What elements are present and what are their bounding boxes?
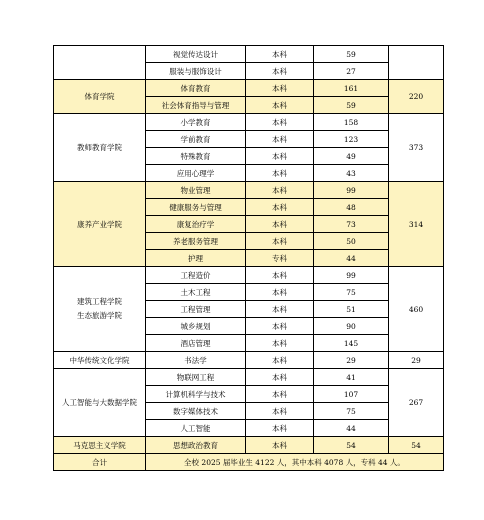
college-cell: 中华传统文化学院 (54, 352, 146, 369)
count-cell: 29 (314, 352, 389, 369)
college-total-cell: 373 (389, 114, 444, 182)
table-row (54, 369, 444, 386)
total-row (54, 454, 444, 471)
count-cell: 73 (314, 216, 389, 233)
college-cell: 人工智能与大数据学院 (54, 369, 146, 437)
major-cell: 社会体育指导与管理 (146, 97, 246, 114)
table-row (54, 46, 444, 63)
count-cell: 51 (314, 301, 389, 318)
major-cell: 工程管理 (146, 301, 246, 318)
count-cell: 59 (314, 97, 389, 114)
college-total-cell: 29 (389, 352, 444, 369)
level-cell: 本科 (246, 369, 314, 386)
major-cell: 物业管理 (146, 182, 246, 199)
count-cell: 48 (314, 199, 389, 216)
level-cell: 本科 (246, 284, 314, 301)
count-cell: 145 (314, 335, 389, 352)
major-cell: 酒店管理 (146, 335, 246, 352)
major-cell: 体育教育 (146, 80, 246, 97)
count-cell: 99 (314, 182, 389, 199)
level-cell: 本科 (246, 301, 314, 318)
major-cell: 护理 (146, 250, 246, 267)
college-cell: 体育学院 (54, 80, 146, 114)
total-label: 合计 (54, 454, 146, 471)
major-cell: 特殊教育 (146, 148, 246, 165)
level-cell: 本科 (246, 148, 314, 165)
level-cell: 本科 (246, 335, 314, 352)
major-cell: 思想政治教育 (146, 437, 246, 454)
table-row (54, 80, 444, 97)
college-total-cell: 220 (389, 80, 444, 114)
level-cell: 专科 (246, 250, 314, 267)
major-cell: 视觉传达设计 (146, 46, 246, 63)
count-cell: 50 (314, 233, 389, 250)
major-cell: 小学教育 (146, 114, 246, 131)
level-cell: 本科 (246, 199, 314, 216)
level-cell: 本科 (246, 267, 314, 284)
count-cell: 44 (314, 250, 389, 267)
major-cell: 计算机科学与技术 (146, 386, 246, 403)
college-total-cell: 314 (389, 182, 444, 267)
college-cell (54, 46, 146, 80)
count-cell: 54 (314, 437, 389, 454)
major-cell: 数字媒体技术 (146, 403, 246, 420)
college-cell: 教师教育学院 (54, 114, 146, 182)
major-cell: 服装与服饰设计 (146, 63, 246, 80)
table-row (54, 114, 444, 131)
level-cell: 本科 (246, 233, 314, 250)
college-name-line: 建筑工程学院 (77, 297, 122, 306)
level-cell: 本科 (246, 165, 314, 182)
count-cell: 44 (314, 420, 389, 437)
level-cell: 本科 (246, 80, 314, 97)
level-cell: 本科 (246, 182, 314, 199)
level-cell: 本科 (246, 63, 314, 80)
major-cell: 土木工程 (146, 284, 246, 301)
count-cell: 90 (314, 318, 389, 335)
college-total-cell: 54 (389, 437, 444, 454)
count-cell: 49 (314, 148, 389, 165)
college-total-cell: 267 (389, 369, 444, 437)
count-cell: 99 (314, 267, 389, 284)
major-cell: 人工智能 (146, 420, 246, 437)
level-cell: 本科 (246, 318, 314, 335)
level-cell: 本科 (246, 97, 314, 114)
level-cell: 本科 (246, 131, 314, 148)
major-cell: 养老服务管理 (146, 233, 246, 250)
level-cell: 本科 (246, 420, 314, 437)
table-row (54, 352, 444, 369)
major-cell: 书法学 (146, 352, 246, 369)
total-summary: 全校 2025 届毕业生 4122 人，其中本科 4078 人，专科 44 人。 (146, 454, 444, 471)
table-row (54, 182, 444, 199)
major-cell: 学前教育 (146, 131, 246, 148)
level-cell: 本科 (246, 437, 314, 454)
major-cell: 应用心理学 (146, 165, 246, 182)
major-cell: 健康服务与管理 (146, 199, 246, 216)
count-cell: 59 (314, 46, 389, 63)
college-cell (54, 267, 146, 352)
level-cell: 本科 (246, 46, 314, 63)
table-row (54, 267, 444, 284)
college-cell: 康养产业学院 (54, 182, 146, 267)
count-cell: 123 (314, 131, 389, 148)
level-cell: 本科 (246, 352, 314, 369)
major-cell: 城乡规划 (146, 318, 246, 335)
major-cell: 康复治疗学 (146, 216, 246, 233)
college-total-cell: 460 (389, 267, 444, 352)
college-name-line: 生态旅游学院 (77, 311, 122, 320)
count-cell: 27 (314, 63, 389, 80)
graduate-statistics-table (53, 45, 444, 471)
count-cell: 43 (314, 165, 389, 182)
level-cell: 本科 (246, 114, 314, 131)
count-cell: 75 (314, 284, 389, 301)
level-cell: 本科 (246, 216, 314, 233)
college-total-cell (389, 46, 444, 80)
count-cell: 158 (314, 114, 389, 131)
level-cell: 本科 (246, 386, 314, 403)
count-cell: 41 (314, 369, 389, 386)
major-cell: 物联网工程 (146, 369, 246, 386)
table-row (54, 437, 444, 454)
level-cell: 本科 (246, 403, 314, 420)
count-cell: 161 (314, 80, 389, 97)
major-cell: 工程造价 (146, 267, 246, 284)
count-cell: 107 (314, 386, 389, 403)
count-cell: 75 (314, 403, 389, 420)
college-cell: 马克思主义学院 (54, 437, 146, 454)
